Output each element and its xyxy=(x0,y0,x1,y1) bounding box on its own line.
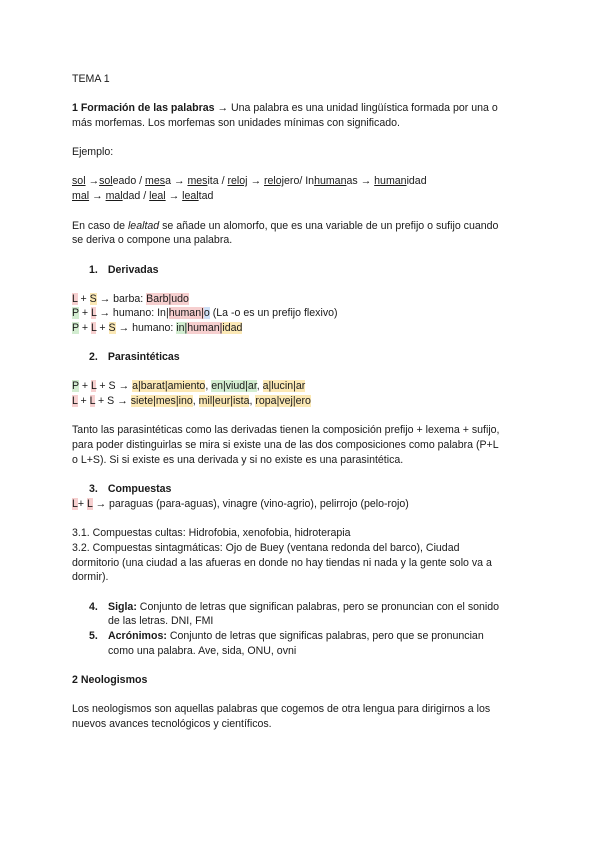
highlight: ropa|vej|ero xyxy=(255,395,311,407)
highlight: Barb|udo xyxy=(146,293,189,305)
text: , xyxy=(205,380,212,392)
prefix-tag: P xyxy=(72,307,79,319)
section-2-paragraph-2: nuevos avances tecnológicos y científicos. xyxy=(72,718,272,730)
text: idad xyxy=(406,175,427,187)
example-line-1 xyxy=(72,175,427,188)
text: ita / xyxy=(207,175,228,187)
lexeme-tag: L xyxy=(90,322,97,334)
text: → xyxy=(89,190,106,202)
heading-parasinteticas xyxy=(89,351,180,364)
text: + xyxy=(77,395,90,407)
text: In| xyxy=(157,307,169,319)
compuestas-cultas: 3.1. Compuestas cultas: Hidrofobia, xenofobia, hidroterapia xyxy=(72,527,351,539)
lexeme: reloj xyxy=(227,175,248,187)
lealtad-line-1 xyxy=(72,220,498,233)
parasinteticas-paragraph-1: Tanto las parasintéticas como las derivadas tienen la composición prefijo + lexema + sufijo, xyxy=(72,424,500,436)
text: En caso de xyxy=(72,220,128,232)
highlight: human| xyxy=(168,307,204,319)
compuestas-sintagmaticas-3: dormir). xyxy=(72,571,109,583)
compuestas-sintagmaticas-2: dormitorio (una ciudad a las afueras en donde no hay tiendas ni nada y la gente solo va a xyxy=(72,557,492,569)
lexeme-tag: L xyxy=(89,395,96,407)
sigla-line-2: de las letras. DNI, FMI xyxy=(108,615,214,627)
lexeme-tag: L xyxy=(72,293,78,305)
list-title: Compuestas xyxy=(107,483,172,495)
highlight: o xyxy=(203,307,210,319)
list-number: 3. xyxy=(89,483,98,495)
highlight: a|barat|amiento xyxy=(132,380,206,392)
text: + xyxy=(78,307,91,319)
lexeme-tag: L xyxy=(72,395,78,407)
heading-derivadas xyxy=(89,264,159,277)
text: dad / xyxy=(122,190,150,202)
lexeme-tag: L xyxy=(90,307,97,319)
highlight: siete|mes|ino xyxy=(130,395,193,407)
prefix-tag: P xyxy=(72,380,79,392)
text: + S → xyxy=(96,380,133,392)
text: ero/ In xyxy=(284,175,315,187)
section-1-title: 1 Formación de las palabras xyxy=(72,102,215,114)
list-number: 2. xyxy=(89,351,98,363)
text: + xyxy=(78,322,91,334)
heading-compuestas xyxy=(89,483,171,496)
text: → xyxy=(165,190,183,202)
highlight: in| xyxy=(176,322,188,334)
parasinteticas-paragraph-3: o L+S). Si si existe es una derivada y si no existe es una parasintética. xyxy=(72,454,404,466)
lexeme: leal xyxy=(182,190,199,202)
lexeme: mes xyxy=(187,175,208,187)
highlight: a|lucin|ar xyxy=(262,380,306,392)
text: , xyxy=(256,380,263,392)
acronimos-line-2: como una palabra. Ave, sida, ONU, ovni xyxy=(108,645,297,657)
section-1-line-1 xyxy=(72,102,498,115)
text: as → xyxy=(346,175,375,187)
derivadas-row-2 xyxy=(72,307,338,320)
text: + xyxy=(78,380,91,392)
lexeme: mal xyxy=(72,190,90,202)
text: → barba: xyxy=(96,293,147,305)
sigla-label: Sigla: xyxy=(108,601,137,613)
ejemplo-label: Ejemplo: xyxy=(72,146,114,158)
text: tad xyxy=(198,190,214,202)
text: eado / xyxy=(112,175,146,187)
highlight: en|viud|ar xyxy=(211,380,257,392)
text: a → xyxy=(165,175,188,187)
sigla-line-1 xyxy=(108,601,499,614)
section-2-title xyxy=(72,674,147,687)
lexeme: human xyxy=(374,175,407,187)
text: , xyxy=(192,395,199,407)
highlight: idad xyxy=(222,322,243,334)
derivadas-row-3 xyxy=(72,322,242,335)
text: , xyxy=(249,395,256,407)
suffix-tag: S xyxy=(89,293,97,305)
prefix-tag: P xyxy=(72,322,79,334)
section-2-title-text: 2 Neologismos xyxy=(72,674,148,686)
lexeme: sol xyxy=(72,175,86,187)
list-title: Derivadas xyxy=(107,264,159,276)
parasinteticas-row-1 xyxy=(72,380,305,393)
lexeme-tag: L xyxy=(72,498,78,510)
text: Conjunto de letras que significas palabras, pero que se pronuncian xyxy=(166,630,484,642)
text: + xyxy=(96,322,109,334)
section-2-paragraph-1: Los neologismos son aquellas palabras que cogemos de otra lengua para dirigirnos a los xyxy=(72,703,491,715)
lexeme-tag: L xyxy=(87,498,93,510)
suffix-tag: S xyxy=(108,322,116,334)
text: → humano: xyxy=(96,307,158,319)
italic-word: lealtad xyxy=(127,220,160,232)
text: + xyxy=(77,498,88,510)
parasinteticas-paragraph-2: para poder distinguirlas se mira si existe una de las dos composiciones como palabra (P+L xyxy=(72,439,499,451)
compuestas-sintagmaticas-1: 3.2. Compuestas sintagmáticas: Ojo de Buey (ventana redonda del barco), Ciudad xyxy=(72,542,460,554)
text: (La -o es un prefijo flexivo) xyxy=(209,307,338,319)
highlight: mil|eur|ista xyxy=(198,395,250,407)
example-line-2 xyxy=(72,190,213,203)
text: Conjunto de letras que significan palabras, pero se pronuncian con el sonido xyxy=(136,601,500,613)
lexeme: mes xyxy=(145,175,166,187)
section-1-line-2: más morfemas. Los morfemas son unidades mínimas con significado. xyxy=(72,117,400,129)
list-title: Parasintéticas xyxy=(107,351,180,363)
lexeme: leal xyxy=(149,190,166,202)
lexeme: sol xyxy=(99,175,113,187)
lexeme: mal xyxy=(105,190,123,202)
lexeme: human xyxy=(314,175,347,187)
lexeme: reloj xyxy=(264,175,285,187)
sigla-number: 4. xyxy=(89,601,98,613)
text: → xyxy=(247,175,264,187)
text: → humano: xyxy=(115,322,177,334)
compuestas-row-1 xyxy=(72,498,409,511)
section-1-text: Una palabra es una unidad lingüística formada por una o xyxy=(230,102,498,114)
text: → paraguas (para-aguas), vinagre (vino-agrio), pelirrojo (pelo-rojo) xyxy=(92,498,409,510)
lealtad-line-2: se deriva o compone una palabra. xyxy=(72,234,233,246)
highlight: human| xyxy=(187,322,223,334)
acronimos-number: 5. xyxy=(89,630,98,642)
document-heading: TEMA 1 xyxy=(72,73,110,85)
text: + S → xyxy=(95,395,131,407)
arrow: → xyxy=(214,102,231,114)
lexeme-tag: L xyxy=(90,380,97,392)
list-number: 1. xyxy=(89,264,98,276)
text: + xyxy=(77,293,90,305)
acronimos-label: Acrónimos: xyxy=(108,630,167,642)
parasinteticas-row-2 xyxy=(72,395,311,408)
text: → xyxy=(85,175,100,187)
text: se añade un alomorfo, que es una variable de un prefijo o sufijo cuando xyxy=(159,220,499,232)
derivadas-row-1 xyxy=(72,293,189,306)
acronimos-line-1 xyxy=(108,630,484,643)
